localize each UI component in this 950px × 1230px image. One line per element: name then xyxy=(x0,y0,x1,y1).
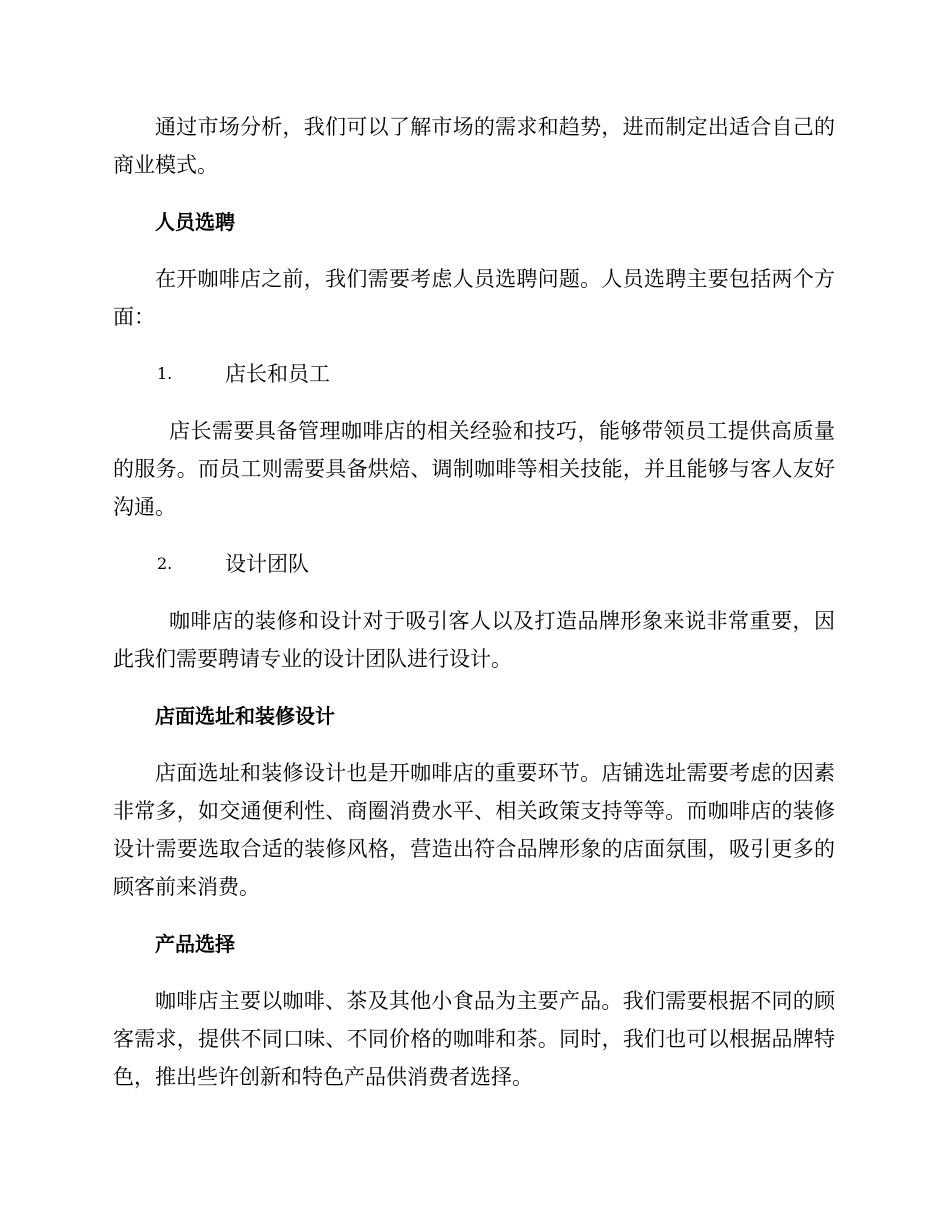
list-number: 1. xyxy=(157,364,173,383)
heading-staffing: 人员选聘 xyxy=(155,210,235,234)
list-item-design-team xyxy=(113,545,835,583)
paragraph-location-decoration: 店面选址和装修设计也是开咖啡店的重要环节。店铺选址需要考虑的因素非常多，如交通便利性、商圈消费水平、相关政策支持等等。而咖啡店的装修设计需要选取合适的装修风格，营造出符合品牌形象的店面氛围，吸引更多的顾客前来消费。 xyxy=(113,761,835,899)
paragraph-product-selection: 咖啡店主要以咖啡、茶及其他小食品为主要产品。我们需要根据不同的顾客需求，提供不同口味、不同价格的咖啡和茶。同时，我们也可以根据品牌特色，推出些许创新和特色产品供消费者选择。 xyxy=(113,989,835,1089)
heading-location-decoration: 店面选址和装修设计 xyxy=(155,704,335,728)
list-item-label: 店长和员工 xyxy=(225,362,330,386)
list-item-label: 设计团队 xyxy=(225,552,309,576)
document-page xyxy=(113,108,835,1096)
paragraph-manager-staff: 店长需要具备管理咖啡店的相关经验和技巧，能够带领员工提供高质量的服务。而员工则需要具备烘焙、调制咖啡等相关技能，并且能够与客人友好沟通。 xyxy=(113,419,835,519)
list-item-manager-staff xyxy=(113,355,835,393)
paragraph-design-team: 咖啡店的装修和设计对于吸引客人以及打造品牌形象来说非常重要，因此我们需要聘请专业的设计团队进行设计。 xyxy=(113,609,835,671)
paragraph-market-analysis: 通过市场分析，我们可以了解市场的需求和趋势，进而制定出适合自己的商业模式。 xyxy=(113,115,835,177)
paragraph-staffing-intro: 在开咖啡店之前，我们需要考虑人员选聘问题。人员选聘主要包括两个方面： xyxy=(113,267,835,329)
heading-product-selection: 产品选择 xyxy=(155,932,235,956)
list-number: 2. xyxy=(157,554,173,573)
